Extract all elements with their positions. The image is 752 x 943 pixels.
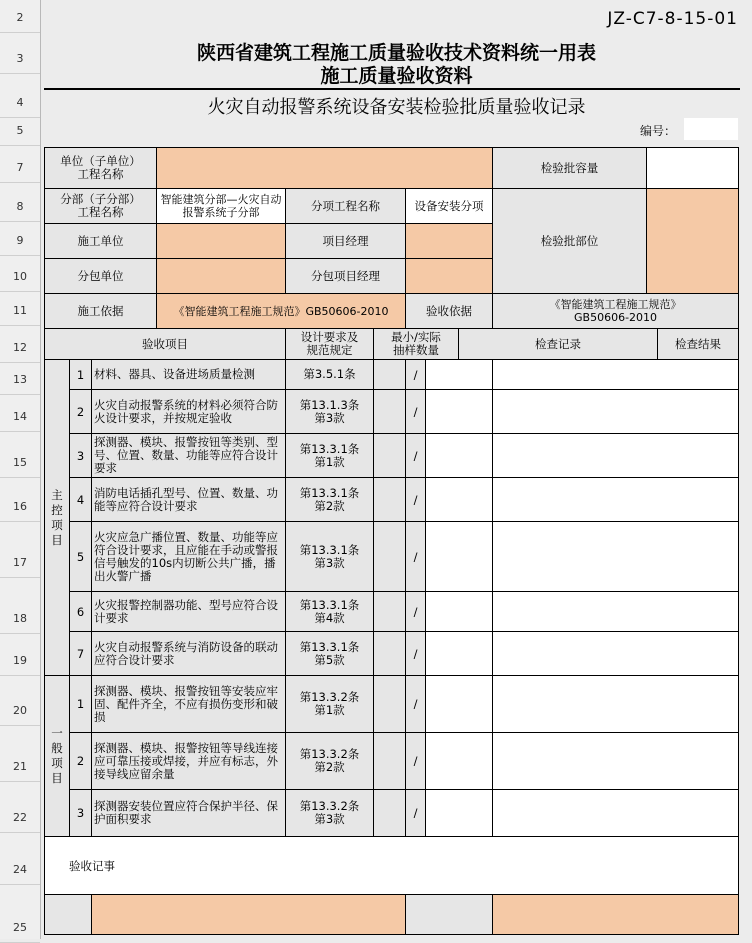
row-number: 14 [13, 410, 27, 423]
construction-basis-label: 施工依据 [45, 294, 157, 329]
table-row [45, 592, 739, 632]
sample-min[interactable] [374, 434, 406, 478]
item-description: 探测器安装位置应符合保护半径、保护面积要求 [92, 790, 286, 837]
item-description: 火灾自动报警系统的材料必须符合防火设计要求，并按规定验收 [92, 390, 286, 434]
item-clause: 第13.3.1条 第2款 [286, 478, 374, 522]
sample-actual[interactable] [426, 790, 493, 837]
row-divider [0, 362, 40, 363]
item-number: 6 [70, 592, 92, 632]
unit-name-field[interactable] [157, 148, 493, 189]
general-group-label: 一 般 项 目 [45, 676, 70, 837]
contractor-label: 施工单位 [45, 224, 157, 259]
sample-actual[interactable] [426, 522, 493, 592]
item-number: 3 [70, 434, 92, 478]
signature-field-left[interactable] [92, 895, 406, 935]
item-clause: 第13.3.1条 第3款 [286, 522, 374, 592]
sample-min[interactable] [374, 676, 406, 733]
construction-basis-value[interactable]: 《智能建筑工程施工规范》GB50606-2010 [157, 294, 406, 329]
sample-actual[interactable] [426, 478, 493, 522]
check-record[interactable] [493, 478, 739, 522]
row-divider [0, 577, 40, 578]
batch-capacity-field[interactable] [647, 148, 739, 189]
batch-capacity-label: 检验批容量 [493, 148, 647, 189]
sample-min[interactable] [374, 733, 406, 790]
check-record[interactable] [493, 360, 739, 390]
sample-slash: / [406, 632, 426, 676]
row-divider [0, 521, 40, 522]
item-clause: 第13.3.1条 第5款 [286, 632, 374, 676]
row-number: 18 [13, 612, 27, 625]
column-header-result: 检查结果 [658, 329, 739, 360]
row-divider [0, 675, 40, 676]
row-divider [0, 832, 40, 833]
sample-min[interactable] [374, 390, 406, 434]
check-record[interactable] [493, 632, 739, 676]
item-clause: 第3.5.1条 [286, 360, 374, 390]
sample-slash: / [406, 676, 426, 733]
sample-actual[interactable] [426, 632, 493, 676]
item-number: 3 [70, 790, 92, 837]
row-divider [0, 255, 40, 256]
item-number: 2 [70, 733, 92, 790]
sample-slash: / [406, 360, 426, 390]
row-number: 3 [16, 52, 24, 65]
row-number: 25 [13, 921, 27, 934]
sample-slash: / [406, 434, 426, 478]
column-header-item: 验收项目 [45, 329, 286, 360]
check-record[interactable] [493, 522, 739, 592]
row-number: 8 [16, 200, 24, 213]
item-description: 探测器、模块、报警按钮等安装应牢固、配件齐全，不应有损伤变形和破损 [92, 676, 286, 733]
sample-slash: / [406, 733, 426, 790]
signature-field-right[interactable] [493, 895, 739, 935]
signature-label-cell [45, 895, 92, 935]
sample-slash: / [406, 522, 426, 592]
row-divider [0, 884, 40, 885]
sample-actual[interactable] [426, 592, 493, 632]
row-number: 16 [13, 500, 27, 513]
row-divider [0, 145, 40, 146]
row-number: 9 [16, 234, 24, 247]
row-number: 11 [13, 304, 27, 317]
check-record[interactable] [493, 733, 739, 790]
table-row [45, 478, 739, 522]
check-record[interactable] [493, 676, 739, 733]
table-row [45, 434, 739, 478]
batch-location-field[interactable] [647, 189, 739, 294]
row-divider [0, 73, 40, 74]
item-number: 5 [70, 522, 92, 592]
subcontractor-field[interactable] [157, 259, 286, 294]
sample-actual[interactable] [426, 434, 493, 478]
sample-min[interactable] [374, 790, 406, 837]
item-description: 火灾报警控制器功能、型号应符合设计要求 [92, 592, 286, 632]
row-number: 5 [16, 124, 24, 137]
item-clause: 第13.1.3条 第3款 [286, 390, 374, 434]
sub-manager-field[interactable] [406, 259, 493, 294]
sample-slash: / [406, 478, 426, 522]
sample-slash: / [406, 592, 426, 632]
item-clause: 第13.3.1条 第4款 [286, 592, 374, 632]
row-divider [0, 221, 40, 222]
acceptance-basis-value: 《智能建筑工程施工规范》 GB50606-2010 [493, 294, 739, 329]
row-number: 22 [13, 811, 27, 824]
column-header-design: 设计要求及 规范规定 [286, 329, 374, 360]
form-title: 火灾自动报警系统设备安装检验批质量验收记录 [207, 97, 586, 118]
row-divider [0, 781, 40, 782]
sample-min[interactable] [374, 478, 406, 522]
row-number: 10 [13, 270, 27, 283]
table-row [45, 676, 739, 733]
division-name-value[interactable]: 智能建筑分部—火灾自动 报警系统子分部 [157, 189, 286, 224]
item-clause: 第13.3.2条 第2款 [286, 733, 374, 790]
check-record[interactable] [493, 592, 739, 632]
signature-label-cell-2 [406, 895, 493, 935]
sample-actual[interactable] [426, 676, 493, 733]
sample-min[interactable] [374, 360, 406, 390]
row-number: 15 [13, 456, 27, 469]
row-divider [0, 477, 40, 478]
sample-actual[interactable] [426, 390, 493, 434]
division-name-label: 分部（子分部） 工程名称 [45, 189, 157, 224]
serial-number-label: 编号： [640, 124, 677, 138]
column-header-sample: 最小/实际 抽样数量 [374, 329, 459, 360]
sample-min[interactable] [374, 632, 406, 676]
row-divider [0, 32, 40, 33]
row-divider [0, 633, 40, 634]
table-row [45, 522, 739, 592]
item-number: 1 [70, 676, 92, 733]
table-row [45, 733, 739, 790]
sample-actual[interactable] [426, 733, 493, 790]
item-clause: 第13.3.2条 第1款 [286, 676, 374, 733]
unit-name-label: 单位（子单位） 工程名称 [45, 148, 157, 189]
title-divider [44, 88, 740, 90]
row-divider [0, 431, 40, 432]
table-row [45, 360, 739, 390]
item-description: 火灾应急广播位置、数量、功能等应符合设计要求，且应能在手动或警报信号触发的10s内切断公共广播，播出火警广播 [92, 522, 286, 592]
item-clause: 第13.3.2条 第3款 [286, 790, 374, 837]
sample-slash: / [406, 390, 426, 434]
row-divider [0, 725, 40, 726]
table-row [45, 790, 739, 837]
table-row [45, 390, 739, 434]
row-number: 13 [13, 373, 27, 386]
item-number: 4 [70, 478, 92, 522]
item-description: 火灾自动报警系统与消防设备的联动应符合设计要求 [92, 632, 286, 676]
sample-min[interactable] [374, 592, 406, 632]
remarks-label: 验收记事 [69, 858, 115, 873]
item-number: 7 [70, 632, 92, 676]
column-header-record: 检查记录 [459, 329, 658, 360]
check-record[interactable] [493, 434, 739, 478]
row-number: 20 [13, 704, 27, 717]
check-record[interactable] [493, 390, 739, 434]
project-manager-field[interactable] [406, 224, 493, 259]
batch-location-label: 检验批部位 [493, 189, 647, 294]
row-number: 12 [13, 341, 27, 354]
row-number: 7 [16, 161, 24, 174]
item-number: 2 [70, 390, 92, 434]
item-clause: 第13.3.1条 第1款 [286, 434, 374, 478]
sample-slash: / [406, 790, 426, 837]
contractor-field[interactable] [157, 224, 286, 259]
row-number: 17 [13, 556, 27, 569]
item-number: 1 [70, 360, 92, 390]
sample-actual[interactable] [426, 360, 493, 390]
subcontractor-label: 分包单位 [45, 259, 157, 294]
check-record[interactable] [493, 790, 739, 837]
document-code: JZ-C7-8-15-01 [607, 9, 738, 29]
sub-manager-label: 分包项目经理 [286, 259, 406, 294]
page-title: 陕西省建筑工程施工质量验收技术资料统一用表 [196, 42, 596, 64]
row-number: 21 [13, 760, 27, 773]
sub-item-name-value[interactable]: 设备安装分项 [406, 189, 493, 224]
item-description: 探测器、模块、报警按钮等类别、型号、位置、数量、功能等应符合设计要求 [92, 434, 286, 478]
row-number: 24 [13, 863, 27, 876]
row-divider [0, 117, 40, 118]
row-divider [0, 325, 40, 326]
row-divider [0, 182, 40, 183]
acceptance-form-table [44, 147, 739, 935]
item-description: 消防电话插孔型号、位置、数量、功能等应符合设计要求 [92, 478, 286, 522]
row-divider [0, 394, 40, 395]
row-number: 2 [16, 11, 24, 24]
sub-item-name-label: 分项工程名称 [286, 189, 406, 224]
item-description: 探测器、模块、报警按钮等导线连接应可靠压接或焊接，并应有标志，外接导线应留余量 [92, 733, 286, 790]
item-description: 材料、器具、设备进场质量检测 [92, 360, 286, 390]
row-header-gutter [0, 0, 41, 939]
remarks-row[interactable] [45, 837, 739, 895]
serial-number-cell[interactable] [684, 118, 738, 140]
sample-min[interactable] [374, 522, 406, 592]
row-number: 4 [16, 96, 24, 109]
page-subtitle: 施工质量验收资料 [320, 65, 473, 87]
row-number: 19 [13, 654, 27, 667]
main-control-group-label: 主 控 项 目 [45, 360, 70, 676]
project-manager-label: 项目经理 [286, 224, 406, 259]
acceptance-basis-label: 验收依据 [406, 294, 493, 329]
row-divider [0, 291, 40, 292]
table-row [45, 632, 739, 676]
